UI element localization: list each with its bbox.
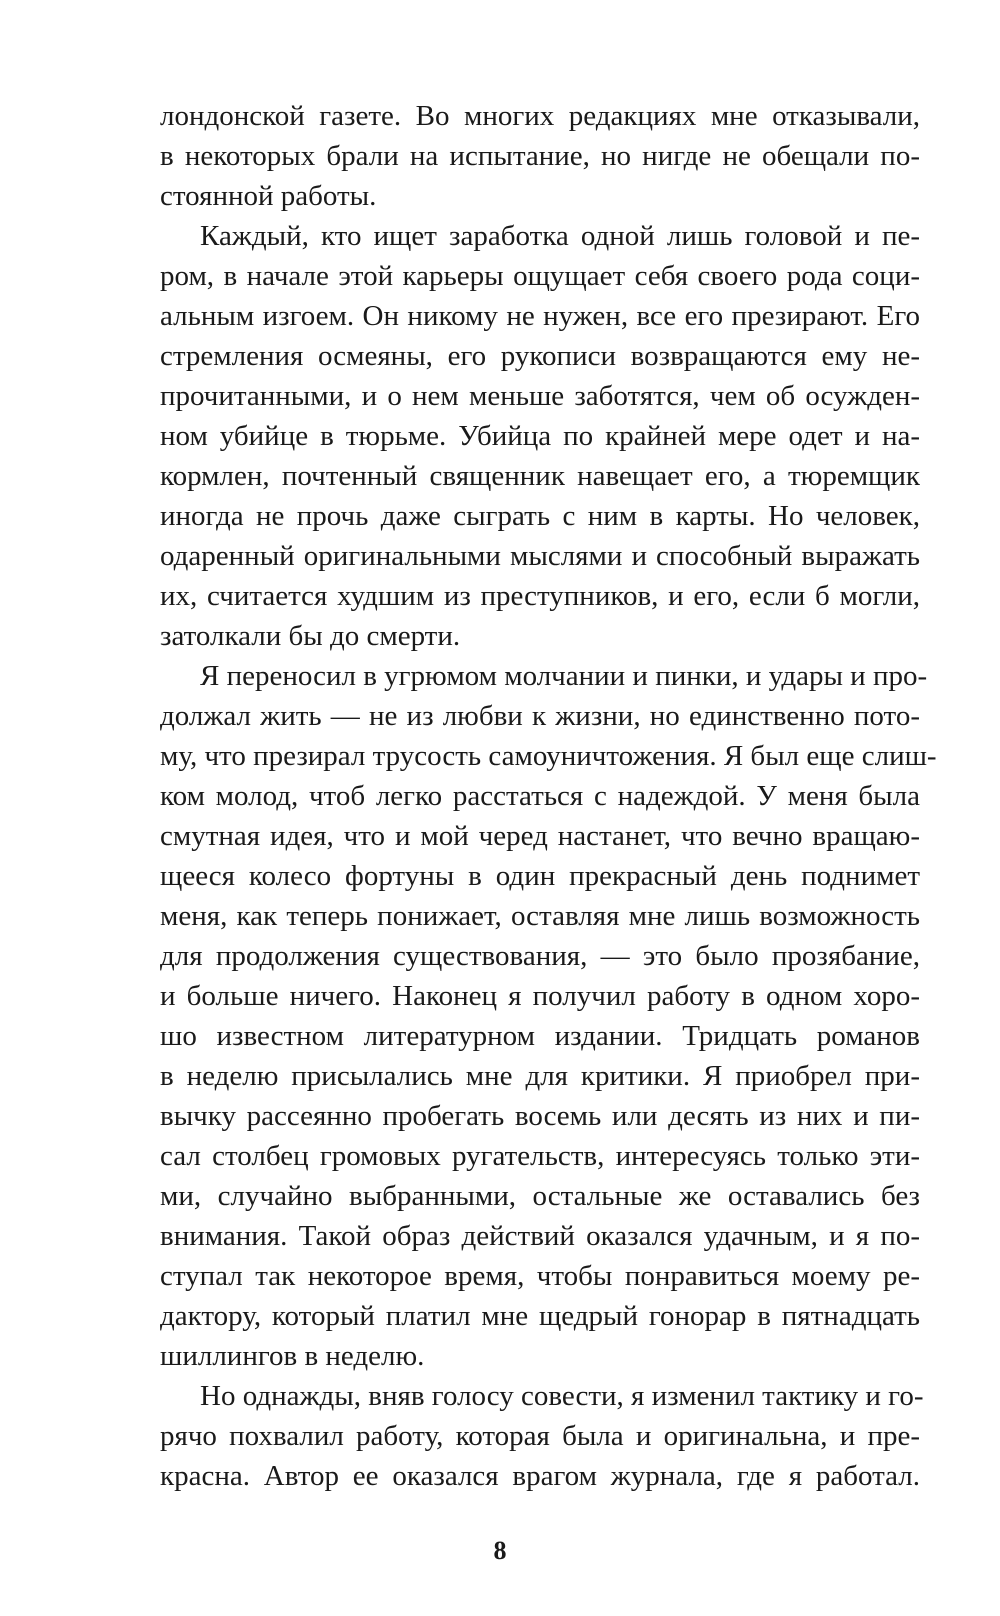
text-line: щееся колесо фортуны в один прекрасный день поднимет xyxy=(160,860,920,892)
text-line: вычку рассеянно пробегать восемь или десять из них и пи- xyxy=(160,1100,920,1132)
text-line: красна. Автор ее оказался врагом журнала, где я работал. xyxy=(160,1460,920,1492)
text-line: иногда не прочь даже сыграть с ним в карты. Но человек, xyxy=(160,500,920,532)
text-line: Я переносил в угрюмом молчании и пинки, и удары и про- xyxy=(200,660,928,692)
text-line: меня, как теперь понижает, оставляя мне лишь возможность xyxy=(160,900,920,932)
text-line: сал столбец громовых ругательств, интересуясь только эти- xyxy=(160,1140,920,1172)
text-line: прочитанными, и о нем меньше заботятся, чем об осужден- xyxy=(160,380,920,412)
page-number: 8 xyxy=(493,1536,507,1565)
text-line: ступал так некоторое время, чтобы понравиться моему ре- xyxy=(160,1260,920,1292)
text-line: внимания. Такой образ действий оказался удачным, и я по- xyxy=(160,1220,920,1252)
text-line: в неделю присылались мне для критики. Я приобрел при- xyxy=(160,1060,920,1092)
text-line: рячо похвалил работу, которая была и оригинальна, и пре- xyxy=(160,1420,920,1452)
text-line: шо известном литературном издании. Тридцать романов xyxy=(160,1020,920,1052)
text-line: для продолжения существования, — это было прозябание, xyxy=(160,940,920,972)
text-line: му, что презирал трусость самоуничтожения. Я был еще слиш- xyxy=(160,740,937,772)
text-line: ном убийце в тюрьме. Убийца по крайней мере одет и на- xyxy=(160,420,920,452)
text-line: одаренный оригинальными мыслями и способный выражать xyxy=(160,540,920,572)
text-line: Но однажды, вняв голосу совести, я изменил тактику и го- xyxy=(200,1380,924,1412)
text-line: и больше ничего. Наконец я получил работу в одном хоро- xyxy=(160,980,920,1012)
text-line: затолкали бы до смерти. xyxy=(160,620,461,652)
text-line: ром, в начале этой карьеры ощущает себя своего рода соци- xyxy=(160,260,920,292)
text-line: ми, случайно выбранными, остальные же оставались без xyxy=(160,1180,920,1212)
text-line: их, считается худшим из преступников, и его, если б могли, xyxy=(160,580,920,612)
text-line: стремления осмеяны, его рукописи возвращаются ему не- xyxy=(160,340,920,372)
text-line: стоянной работы. xyxy=(160,180,377,212)
text-line: Каждый, кто ищет заработка одной лишь головой и пе- xyxy=(200,220,920,252)
text-line: ком молод, чтоб легко расстаться с надеждой. У меня была xyxy=(160,780,920,812)
text-line: в некоторых брали на испытание, но нигде не обещали по- xyxy=(160,140,920,172)
text-line: дактору, который платил мне щедрый гонорар в пятнадцать xyxy=(160,1300,920,1332)
text-line: шиллингов в неделю. xyxy=(160,1340,425,1372)
text-line: альным изгоем. Он никому не нужен, все его презирают. Его xyxy=(160,300,920,332)
text-line: смутная идея, что и мой черед настанет, что вечно вращаю- xyxy=(160,820,920,852)
text-line: лондонской газете. Во многих редакциях мне отказывали, xyxy=(160,100,920,132)
text-line: кормлен, почтенный священник навещает его, а тюремщик xyxy=(160,460,920,492)
text-line: должал жить — не из любви к жизни, но единственно пото- xyxy=(160,700,920,732)
body-text xyxy=(160,96,937,1496)
